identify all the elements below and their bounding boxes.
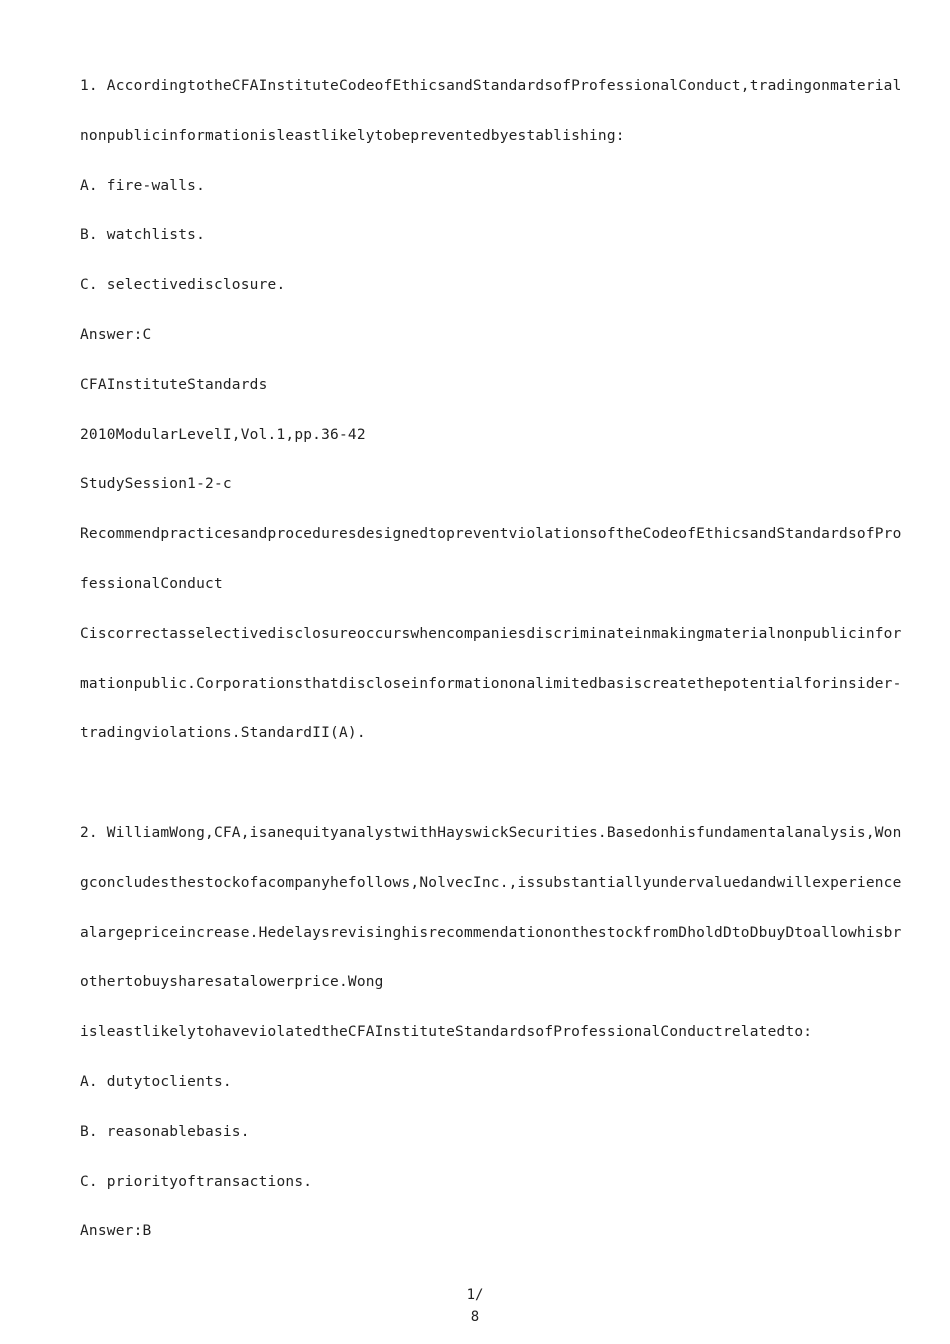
question-2-stem-line: gconcludesthestockofacompanyhefollows,NolvecInc.,issubstantiallyundervaluedandwillexperience <box>80 874 902 891</box>
question-1-explanation-line: mationpublic.Corporationsthatdiscloseinformationonalimitedbasiscreatethepotentialforinsider- <box>80 675 902 692</box>
question-1-answer: Answer:C <box>80 326 152 343</box>
question-2 <box>80 822 902 1270</box>
question-1-reference: 2010ModularLevelI,Vol.1,pp.36-42 <box>80 426 366 443</box>
page-number <box>0 1284 950 1328</box>
document-page <box>80 75 902 1270</box>
question-1-stem-line: nonpublicinformationisleastlikelytobepreventedbyestablishing: <box>80 127 625 144</box>
question-2-stem-line: othertobuysharesatalowerprice.Wong <box>80 974 384 991</box>
question-1-los-line: fessionalConduct <box>80 575 223 592</box>
question-1 <box>80 75 902 772</box>
question-2-stem-line: 2. WilliamWong,CFA,isanequityanalystwithHayswickSecurities.Basedonhisfundamentalanalysis,Won <box>80 824 902 841</box>
question-2-option-a: A. dutytoclients. <box>80 1073 232 1090</box>
question-2-answer: Answer:B <box>80 1223 152 1240</box>
question-2-stem-line: alargepriceincrease.HedelaysrevisinghisrecommendationonthestockfromDholdDtoDbuyDtoallowhisbr <box>80 924 902 941</box>
question-2-option-c: C. priorityoftransactions. <box>80 1173 313 1190</box>
question-1-option-b: B. watchlists. <box>80 227 206 244</box>
question-1-study-session: StudySession1-2-c <box>80 476 232 493</box>
question-1-reference: CFAInstituteStandards <box>80 376 268 393</box>
question-1-los-line: RecommendpracticesandproceduresdesignedtopreventviolationsoftheCodeofEthicsandStandardsofPro <box>80 526 902 543</box>
question-1-explanation-line: tradingviolations.StandardII(A). <box>80 725 366 742</box>
question-2-option-b: B. reasonablebasis. <box>80 1123 250 1140</box>
question-1-stem-line: 1. AccordingtotheCFAInstituteCodeofEthicsandStandardsofProfessionalConduct,tradingonmaterial <box>80 78 902 94</box>
question-1-option-c: C. selectivedisclosure. <box>80 277 286 294</box>
question-1-explanation-line: Ciscorrectasselectivedisclosureoccurswhencompaniesdiscriminateinmakingmaterialnonpublicinfor <box>80 625 902 642</box>
page-number-total: 8 <box>470 1309 480 1325</box>
question-1-option-a: A. fire-walls. <box>80 177 206 194</box>
question-separator <box>80 772 880 822</box>
page-number-current: 1/ <box>466 1287 484 1303</box>
question-2-stem-line: isleastlikelytohaveviolatedtheCFAInstituteStandardsofProfessionalConductrelatedto: <box>80 1024 813 1041</box>
